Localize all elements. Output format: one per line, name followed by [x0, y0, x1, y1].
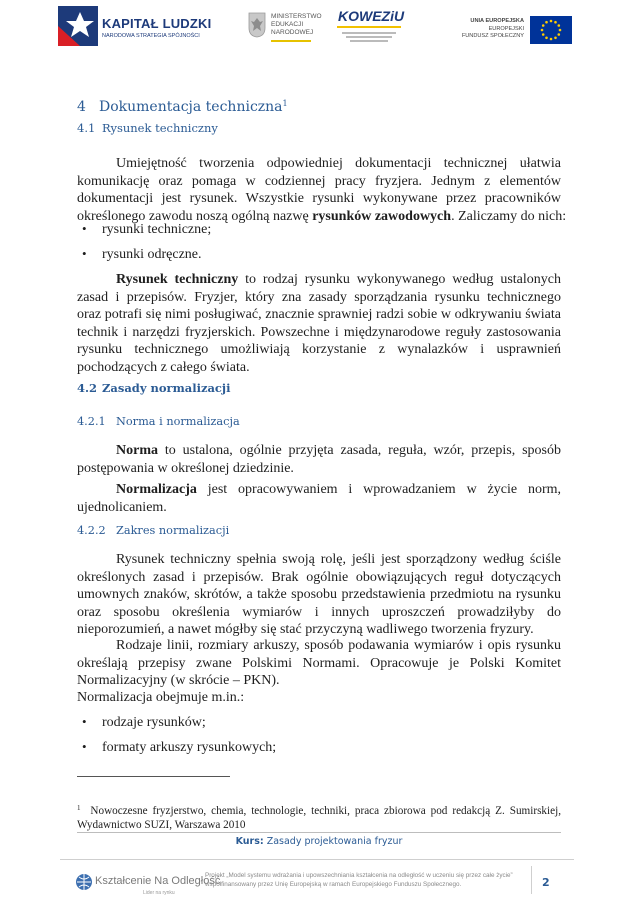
- text-run: to ustalona, ogólnie przyjęta zasada, reguła, wzór, przepis, sposób: [158, 443, 561, 458]
- footer-divider: [531, 866, 532, 894]
- bullet-icon: •: [82, 221, 87, 236]
- footnote-ref: 1: [282, 99, 288, 108]
- course-label-value: Zasady projektowania fryzur: [263, 836, 403, 847]
- bold-term: rysunków zawodowych: [312, 208, 452, 224]
- bullet-icon: •: [82, 714, 87, 729]
- list-item: [82, 714, 206, 731]
- section-title: Dokumentacja techniczna: [99, 99, 283, 115]
- men-line-2: EDUKACJI: [271, 21, 304, 28]
- paragraph-norma: [77, 442, 561, 477]
- men-line-1: MINISTERSTWO: [271, 13, 322, 20]
- page-number: 2: [542, 876, 550, 889]
- project-line: Projekt „Model systemu wdrażania i upowszechniania kształcenia na odległość w uczeniu się przez całe życie”: [205, 872, 513, 879]
- subsection-heading-4-2: [77, 381, 230, 395]
- paragraph-rysunek-intro: [77, 155, 567, 225]
- ksn-logo-text: Kształcenie Na Odległość: [95, 875, 221, 887]
- koweziu-subtext: [336, 30, 402, 44]
- koweziu-swoosh-icon: [333, 26, 405, 29]
- ue-line-2: EUROPEJSKI: [488, 26, 524, 32]
- footer-separator: [60, 859, 574, 860]
- text-line: komunikację oraz pomaga w codziennej pracy fryzjera. Jednym z elementów: [77, 173, 561, 189]
- men-logo: [248, 10, 328, 50]
- text-line: [77, 442, 561, 460]
- paragraph-zakres-1: [77, 551, 561, 639]
- text-line: postępowania w określonej dziedzinie.: [77, 460, 294, 476]
- kapital-ludzki-logo: [58, 4, 228, 50]
- koweziu-logo: [333, 6, 405, 50]
- course-separator: [77, 832, 561, 833]
- footnote-separator: [77, 776, 230, 777]
- text-line: umownych znaków, skrótów, a także sposobu przedstawienia przedmiotu na rysunku: [77, 587, 561, 602]
- ksztalcenie-na-odleglosc-logo: [75, 870, 221, 898]
- list-item-text: rodzaje rysunków;: [102, 715, 206, 730]
- list-item-text: rysunki odręczne.: [102, 247, 202, 262]
- subsubsection-number: 4.2.2: [77, 524, 106, 537]
- list-item-text: formaty arkuszy rysunkowych;: [102, 740, 277, 755]
- subsubsection-title: Zakres normalizacji: [116, 524, 230, 537]
- text-line: rysunku technicznego umożliwiają korzystanie z wynalazków i usprawnień: [77, 342, 561, 357]
- text-run: jest opracowywaniem i wprowadzaniem w życie norm,: [196, 482, 561, 497]
- bullet-icon: •: [82, 739, 87, 754]
- section-heading: [77, 99, 288, 115]
- subsection-title: Zasady normalizacji: [102, 381, 231, 395]
- subsection-title: Rysunek techniczny: [102, 121, 218, 135]
- text-line: [77, 271, 561, 289]
- text-line: dokumentacji jest rysunek. Wszystkie rysunki wykonywane przez pracowników: [77, 191, 561, 206]
- text-line: określonych zasad i przepisów. Brak ogólnie obowiązujących reguł dotyczących: [77, 569, 561, 585]
- text-line: Normalizacyjny (w skrócie – PKN).: [77, 673, 280, 688]
- kapital-ludzki-emblem-icon: [58, 6, 98, 46]
- eagle-emblem-icon: [248, 12, 266, 38]
- text-line: Umiejętność tworzenia odpowiedniej dokumentacji technicznej ułatwia: [116, 156, 561, 171]
- unia-europejska-logo: [460, 13, 572, 47]
- paragraph-normalizacja: [77, 481, 561, 516]
- text-line: Normalizacja obejmuje m.in.:: [77, 690, 245, 705]
- subsection-number: 4.2: [77, 381, 98, 395]
- course-label: [77, 836, 561, 847]
- list-item: [82, 246, 202, 263]
- subsubsection-title: Norma i normalizacja: [116, 415, 240, 428]
- ksn-logo-subtext: Lider na rynku: [143, 890, 175, 896]
- subsection-heading-4-1: [77, 121, 218, 135]
- paragraph-rysunek-definition: [77, 271, 561, 376]
- list-item: [82, 739, 276, 756]
- men-stripe: [271, 40, 311, 42]
- subsection-number: 4.1: [77, 121, 96, 135]
- text-line: technik i narzędzi fryzjerskich. Powszechne i międzynarodowe reguły zastosowania: [77, 324, 561, 340]
- footnote-line: Wydawnictwo SUZI, Warszawa 2010: [77, 818, 246, 831]
- men-line-3: NARODOWEJ: [271, 29, 314, 36]
- footnote-line: [77, 802, 561, 819]
- footnote: [77, 802, 561, 832]
- text-run: . Zaliczamy do nich:: [451, 208, 567, 224]
- project-info: [205, 872, 525, 889]
- text-line: zasad i przepisów. Fryzjer, który zna zasady sporządzania rysunku technicznego: [77, 289, 561, 305]
- footnote-text: Nowoczesne fryzjerstwo, chemia, technologie, techniki, praca zbiorowa pod redakcją Z. Sumirskiej,: [90, 805, 562, 817]
- subsubsection-number: 4.2.1: [77, 415, 106, 428]
- section-number: 4: [77, 99, 86, 115]
- project-line: współfinansowany przez Unię Europejską w ramach Europejskiego Funduszu Społecznego.: [205, 880, 462, 888]
- list-item: [82, 221, 211, 238]
- subsubsection-heading-4-2-2: [77, 524, 229, 537]
- kapital-ludzki-title: KAPITAŁ LUDZKI: [102, 16, 212, 31]
- eu-flag-icon: [530, 16, 572, 44]
- ue-line-1: UNIA EUROPEJSKA: [470, 18, 524, 24]
- text-run: określonego zawodu noszą ogólną nazwę: [77, 208, 313, 224]
- text-run: to rodzaj rysunku wykonywanego według ustalonych: [238, 272, 562, 287]
- text-line: nieporozumień, a nawet mógłby się stać przyczyną wadliwego tworzenia fryzury.: [77, 622, 534, 637]
- globe-icon: [75, 873, 93, 891]
- paragraph-zakres-2: [77, 637, 561, 690]
- bold-term: Rysunek techniczny: [116, 272, 239, 287]
- text-line: [77, 481, 561, 499]
- course-label-key: Kurs:: [235, 836, 264, 847]
- text-line: Rysunek techniczny spełnia swoją rolę, jeśli jest sporządzony według ściśle: [116, 552, 561, 567]
- text-line: Rodzaje linii, rozmiary arkuszy, sposób podawania wymiarów i opis rysunku: [116, 638, 561, 653]
- text-line: określają przepisy zwane Polskimi Normami. Opracowuje je Polski Komitet: [77, 655, 561, 671]
- bullet-icon: •: [82, 246, 87, 261]
- subsubsection-heading-4-2-1: [77, 415, 240, 428]
- text-line: ujednolicaniem.: [77, 499, 167, 515]
- bold-term: Norma: [116, 443, 158, 458]
- text-line: oraz sposobu określenia wymiarów i innych uproszczeń prowadziłyby do: [77, 604, 561, 620]
- koweziu-name: KOWEZiU: [338, 8, 405, 24]
- paragraph-zakres-3: [77, 689, 561, 707]
- kapital-ludzki-subtitle: NARODOWA STRATEGIA SPÓJNOŚCI: [102, 33, 200, 39]
- text-line: pochodzących z całego świata.: [77, 359, 250, 375]
- footnote-marker: 1: [77, 804, 81, 812]
- bold-term: Normalizacja: [116, 482, 197, 497]
- text-line: oraz potrafi się nimi posługiwać, znacznie sprawniej radzi sobie w odkrywaniu świata: [77, 307, 561, 322]
- list-item-text: rysunki techniczne;: [102, 222, 212, 237]
- ue-line-3: FUNDUSZ SPOŁECZNY: [461, 33, 524, 39]
